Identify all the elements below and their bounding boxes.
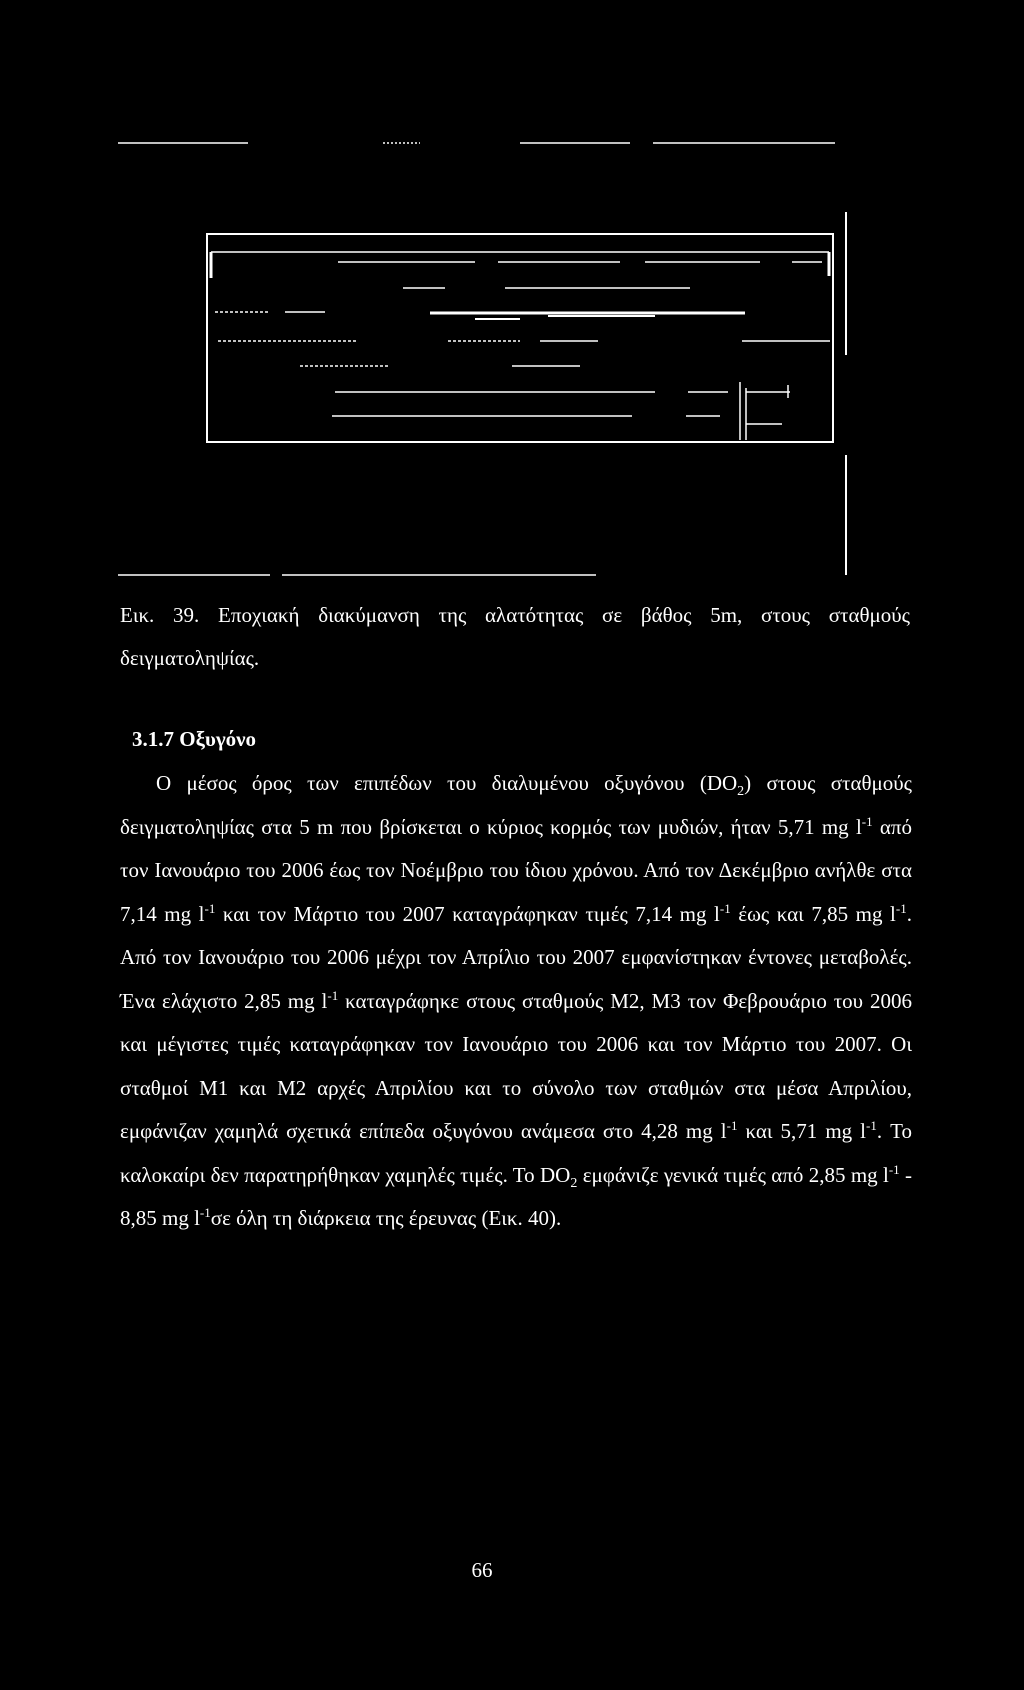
figure-line-artifacts	[0, 0, 1024, 590]
body-paragraph: Ο μέσος όρος των επιπέδων του διαλυμένου οξυγόνου $(DO_2)$ στους σταθμούς δειγματοληψίας στα 5 m που βρίσκεται ο κύριος κορμός των μυδιών, ήταν 5,71 mg $l^{-1}$ από τον Ιανουάριο του 2006 έως τον Νοέμβριο του ίδιου χρόνου. Από τον Δεκέμβριο ανήλθε στα 7,14 mg $l^{-1}$ και τον Μάρτιο του 2007 καταγράφηκαν τιμές 7,14 mg $l^{-1}$ έως και 7,85 mg $l^{-1}$. Από τον Ιανουάριο του 2006 μέχρι τον Απρίλιο του 2007 εμφανίστηκαν έντονες μεταβολές. Ένα ελάχιστο 2,85 mg $l^{-1}$ καταγράφηκε στους σταθμούς M2, M3 τον Φεβρουάριο του 2006 και μέγιστες τιμές καταγράφηκαν τον Ιανουάριο του 2006 και τον Μάρτιο του 2007. Οι σταθμοί M1 και M2 αρχές Απριλίου και το σύνολο των σταθμών στα μέσα Απριλίου, εμφάνιζαν χαμηλά σχετικά επίπεδα οξυγόνου ανάμεσα στο 4,28 mg $l^{-1}$ και 5,71 mg $l^{-1}$. Το καλοκαίρι δεν παρατηρήθηκαν χαμηλές τιμές. Το $DO_2$ εμφάνιζε γενικά τιμές από 2,85 mg $l^{-1} - 8,85$ mg $l^{-1}\sigma\varepsilon$ όλη τη διάρκεια της έρευνας (Εικ. 40).	[120, 771, 913, 1230]
page-number: 66	[471, 1558, 493, 1582]
figure-caption-text: Εποχιακή διακύμανση της αλατότητας σε βάθος 5m, στους σταθμούς δειγματοληψίας.	[120, 603, 911, 670]
figure-caption	[120, 594, 910, 680]
figure-remnant	[0, 0, 1024, 590]
section-heading: 3.1.7 Οξυγόνο	[132, 727, 257, 751]
figure-caption-prefix: Εικ. 39.	[120, 603, 200, 627]
